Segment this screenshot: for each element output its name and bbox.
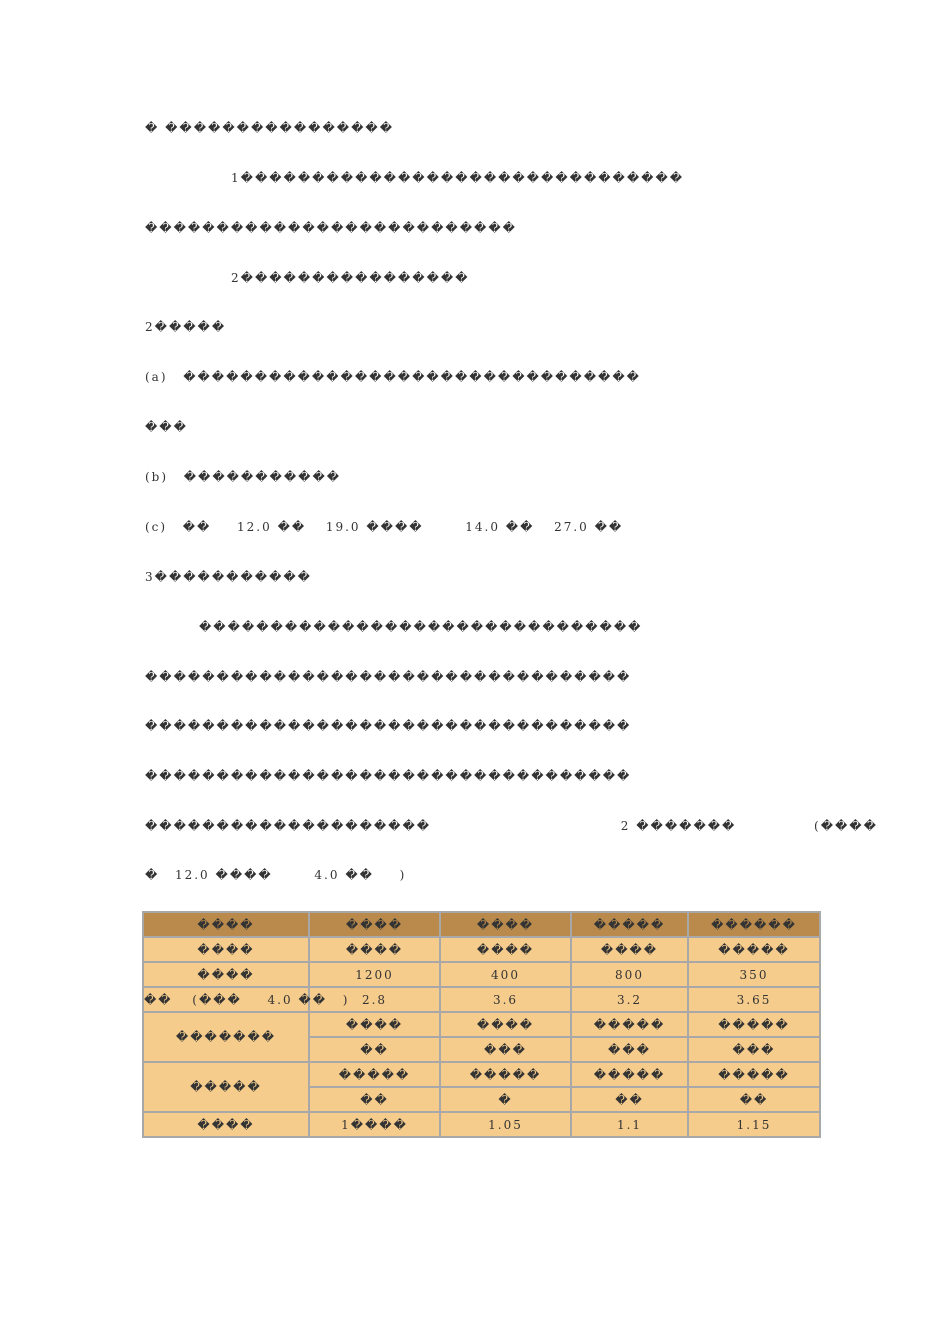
note-prefix: � — [145, 868, 160, 882]
row-label-part: 4.0 — [267, 992, 293, 1007]
group-label: ������� — [144, 1013, 308, 1061]
row-label: ���� — [144, 938, 308, 961]
table-cell: �� — [572, 1088, 687, 1111]
table-cell: � — [441, 1088, 570, 1111]
spec-table — [142, 911, 821, 1138]
table-cell: 1.15 — [689, 1113, 819, 1136]
row-label: ���� — [144, 963, 308, 986]
table-cell: 3.65 — [689, 988, 819, 1011]
table-caption-note: (���� — [814, 819, 878, 833]
table-cell: 1.05 — [441, 1113, 570, 1136]
table-cell: 1���� — [310, 1113, 439, 1136]
table-cell: ���� — [310, 1013, 439, 1036]
table-cell: ����� — [689, 938, 819, 961]
item-c-number-1: 12.0 — [237, 520, 272, 534]
item-c-word-2: �� — [277, 520, 307, 534]
item-c-word-5: �� — [594, 520, 624, 534]
row-label-part: (��� — [192, 992, 242, 1007]
heading-line: � ���������������� — [145, 121, 394, 135]
row-label — [144, 988, 350, 1011]
table-cell: ����� — [441, 1063, 570, 1086]
text-line-7: ���������������������������������� — [145, 769, 632, 783]
note-close: ) — [399, 868, 407, 882]
row-label: ���� — [144, 1113, 308, 1136]
table-number: 2 — [620, 819, 631, 833]
table-cell: ��� — [572, 1038, 687, 1061]
text-line-4: ������������������������������� — [199, 620, 643, 634]
table-caption: ������� — [636, 819, 737, 833]
table-cell: �� — [310, 1038, 439, 1061]
item-c-word-1: �� — [182, 520, 212, 534]
note-word-1: ���� — [215, 868, 273, 882]
header-cell: ���� — [144, 913, 308, 936]
table-cell: ����� — [689, 1063, 819, 1086]
item-c-marker: (c) — [145, 520, 168, 534]
table-row — [144, 1113, 819, 1136]
text-line-3: 2���������������� — [231, 271, 470, 285]
group-label: ����� — [144, 1063, 308, 1111]
item-a — [145, 370, 641, 384]
text-line-item-a-cont: ��� — [145, 420, 188, 434]
table-cell: ��� — [441, 1038, 570, 1061]
table-cell: ���� — [572, 938, 687, 961]
table-row — [144, 938, 819, 961]
header-cell: ���� — [310, 913, 439, 936]
item-b-marker: (b) — [145, 470, 169, 484]
row-label-part: �� — [144, 992, 173, 1007]
table-cell: �� — [310, 1088, 439, 1111]
table-cell: ����� — [572, 1063, 687, 1086]
table-cell: ���� — [441, 1013, 570, 1036]
table-cell: ����� — [689, 1013, 819, 1036]
section-2-heading: 2����� — [145, 320, 227, 334]
table-row — [144, 1063, 819, 1086]
header-cell: ����� — [572, 913, 687, 936]
table-cell: 400 — [441, 963, 570, 986]
table-cell: ���� — [441, 938, 570, 961]
table-intro-text: �������������������� — [145, 819, 432, 833]
note-number-2: 4.0 — [314, 868, 340, 882]
item-c-word-4: �� — [505, 520, 535, 534]
table-cell: ��� — [689, 1038, 819, 1061]
text-line-5: ���������������������������������� — [145, 670, 632, 684]
item-b — [145, 470, 341, 484]
row-label-part: �� — [298, 992, 328, 1007]
table-cell: 1.1 — [572, 1113, 687, 1136]
table-cell: 3.2 — [572, 988, 687, 1011]
table-note-line — [145, 868, 406, 882]
item-a-marker: (a) — [145, 370, 168, 384]
note-number-1: 12.0 — [174, 868, 210, 882]
table-cell: ����� — [310, 1063, 439, 1086]
header-cell: ���� — [441, 913, 570, 936]
note-word-2: �� — [345, 868, 374, 882]
item-c — [145, 520, 623, 534]
text-line-1: 1������������������������������� — [231, 171, 685, 185]
text-line-6: ���������������������������������� — [145, 719, 632, 733]
table-header-row — [144, 913, 819, 936]
item-c-number-3: 14.0 — [465, 520, 500, 534]
item-c-word-3: ���� — [366, 520, 424, 534]
item-c-number-4: 27.0 — [554, 520, 589, 534]
table-cell: 1200 — [310, 963, 439, 986]
table-cell: ���� — [310, 938, 439, 961]
table-intro-line — [145, 819, 878, 833]
section-3-heading: 3����������� — [145, 570, 312, 584]
table-row — [144, 963, 819, 986]
header-cell: ������ — [689, 913, 819, 936]
table-cell: 800 — [572, 963, 687, 986]
item-b-text: ����������� — [183, 470, 342, 484]
table-cell: �� — [689, 1088, 819, 1111]
table-row — [144, 1013, 819, 1036]
table-row — [144, 988, 819, 1011]
item-a-text: �������������������������������� — [183, 370, 641, 384]
row-label-part: ) — [342, 992, 350, 1007]
table-cell: 3.6 — [441, 988, 570, 1011]
table-cell: 2.8 — [310, 988, 439, 1011]
table-cell: 350 — [689, 963, 819, 986]
item-c-number-2: 19.0 — [325, 520, 361, 534]
text-line-2: �������������������������� — [145, 221, 517, 235]
table-cell: ����� — [572, 1013, 687, 1036]
